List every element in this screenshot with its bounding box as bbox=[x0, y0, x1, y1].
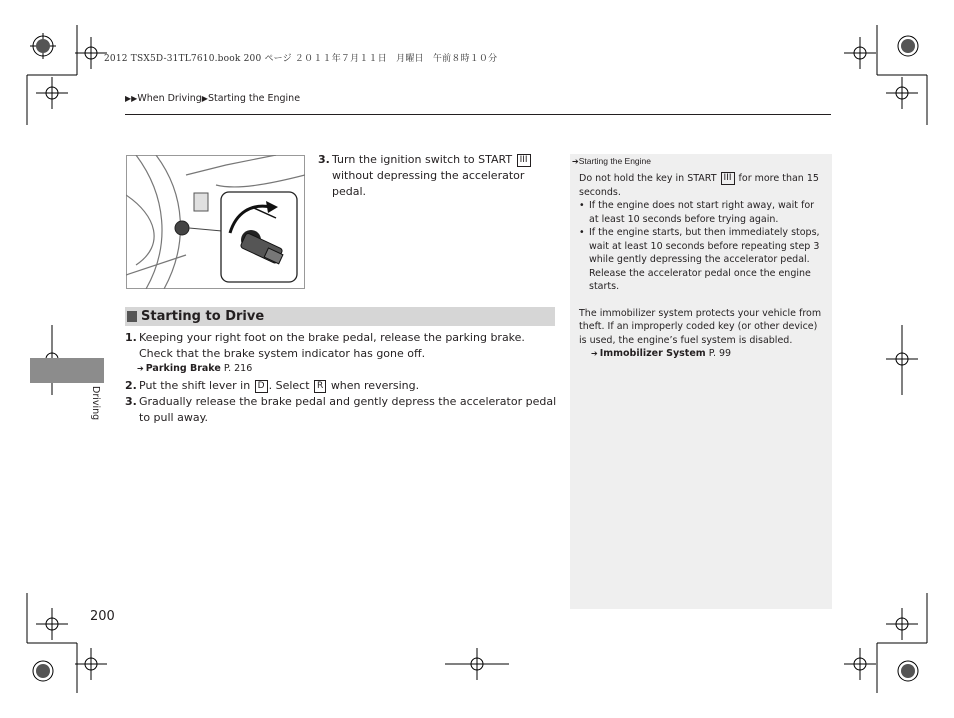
notes-arrow-icon: ➔ bbox=[572, 157, 579, 166]
notes-panel bbox=[570, 154, 832, 609]
ignition-illustration bbox=[126, 155, 305, 289]
print-header: 2012 TSX5D-31TL7610.book 200 ページ ２０１１年７月１１日 月曜日 午前８時１０分 bbox=[104, 54, 498, 64]
step-number: 3. bbox=[318, 153, 330, 166]
step-3-text: Gradually release the brake pedal and gently depress the accelerator pedal to pull away. bbox=[139, 395, 557, 424]
step-text: Turn the ignition switch to START III without depressing the accelerator pedal. bbox=[332, 152, 558, 200]
step-3-ignition bbox=[318, 152, 558, 200]
notes-body bbox=[579, 172, 824, 363]
xref-parking-brake[interactable] bbox=[137, 362, 557, 376]
xref-label[interactable]: Parking Brake bbox=[145, 363, 221, 374]
section-heading bbox=[125, 307, 555, 326]
side-tab-marker bbox=[30, 358, 104, 383]
section-title: Starting to Drive bbox=[141, 309, 265, 324]
step-1-text: Keeping your right foot on the brake pedal, release the parking brake. Check that the brake system indicator has gone off. bbox=[139, 331, 525, 360]
key-position-symbol: III bbox=[721, 172, 735, 185]
step-2: 2. Put the shift lever in D . Select R when reversing. bbox=[125, 379, 420, 392]
notes-title: ➔Starting the Engine bbox=[572, 156, 652, 166]
xref-arrow-icon: ➔ bbox=[137, 364, 144, 373]
side-tab-label: Driving bbox=[90, 386, 101, 421]
drive-steps bbox=[125, 330, 557, 426]
xref-page[interactable]: P. 99 bbox=[708, 348, 732, 359]
step-3: 3. Gradually release the brake pedal and gently depress the accelerator pedal to pull away. bbox=[125, 395, 557, 424]
xref-arrow-icon: ➔ bbox=[591, 349, 598, 358]
notes-paragraph-2: The immobilizer system protects your vehicle from theft. If an improperly coded key (or other device) is used, the engine’s fuel system is disabled. bbox=[579, 307, 822, 346]
xref-page[interactable]: P. 216 bbox=[223, 363, 253, 374]
breadcrumb-separator-icon: ▶ bbox=[201, 94, 208, 103]
section-square-icon bbox=[127, 311, 137, 322]
breadcrumb-arrow-icon: ▶▶ bbox=[125, 94, 138, 103]
breadcrumb-item-starting-engine[interactable]: Starting the Engine bbox=[207, 93, 301, 104]
notes-bullet-1: • If the engine does not start right away, wait for at least 10 seconds before trying again. bbox=[579, 200, 815, 225]
header-rule bbox=[125, 114, 831, 115]
xref-immobilizer[interactable] bbox=[591, 347, 824, 361]
step-1: 1. Keeping your right foot on the brake pedal, release the parking brake. Check that the brake system indicator has gone off. bbox=[125, 331, 525, 360]
page-number: 200 bbox=[90, 609, 115, 624]
notes-bullet-2: • If the engine starts, but then immediately stops, wait at least 10 seconds before repeating step 3 while gently depressing the accelerator pedal. Release the accelerator pedal once the engine starts. bbox=[579, 227, 820, 292]
ignition-switch-image bbox=[126, 155, 305, 289]
notes-paragraph-1: Do not hold the key in START III for more than 15 seconds. bbox=[579, 173, 819, 198]
breadcrumb bbox=[125, 93, 300, 104]
key-position-symbol: III bbox=[517, 154, 531, 167]
breadcrumb-item-when-driving[interactable]: When Driving bbox=[137, 93, 202, 104]
shift-symbol-r: R bbox=[314, 380, 326, 393]
xref-label[interactable]: Immobilizer System bbox=[599, 348, 706, 359]
shift-symbol-d: D bbox=[255, 380, 268, 393]
